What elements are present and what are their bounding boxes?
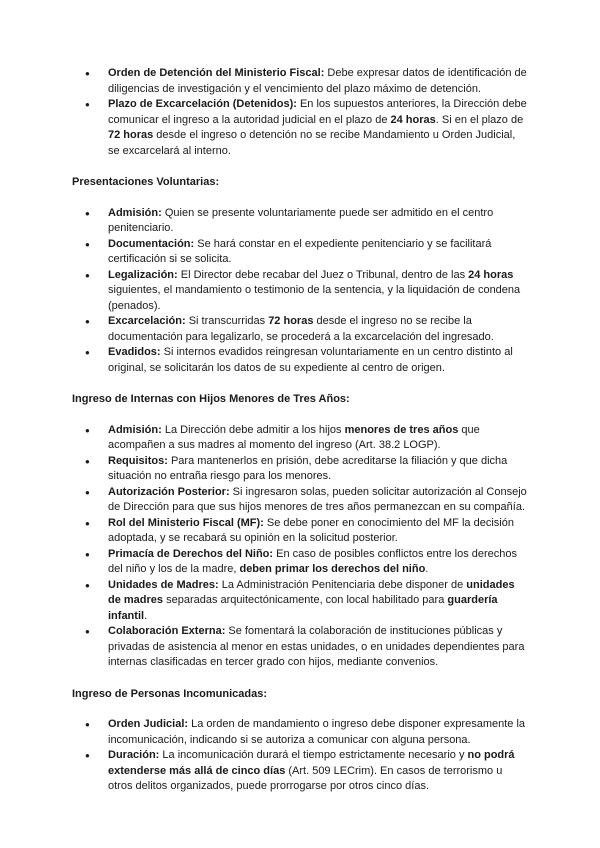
item-text: desde el ingreso no se recibe la documentación para legalizarlo, se procederá a la excarcelación del ingresado. <box>108 315 494 343</box>
spacer <box>72 191 528 206</box>
item-text: Si internos evadidos reingresan voluntariamente en un centro distinto al original, se solicitarán los datos de su expediente al centro de origen. <box>108 346 513 374</box>
list-item <box>72 624 528 671</box>
list-item <box>72 206 528 237</box>
list-item <box>72 547 528 578</box>
bullet-list <box>72 66 528 159</box>
list-item <box>72 454 528 485</box>
section-heading: Ingreso de Personas Incomunicadas: <box>72 687 268 700</box>
item-text: que acompañen a sus madres al momento del ingreso (Art. 38.2 LOGP). <box>108 423 480 451</box>
item-label: Legalización: <box>108 268 178 281</box>
item-text: Quien se presente voluntariamente puede ser admitido en el centro penitenciario. <box>108 206 494 234</box>
spacer <box>72 408 528 423</box>
item-text: La Dirección debe admitir a los hijos <box>161 423 345 436</box>
emphasis-text: 24 horas <box>468 268 514 281</box>
list-item <box>72 485 528 516</box>
item-label: Requisitos: <box>108 454 168 467</box>
spacer <box>72 702 528 717</box>
item-text: Se hará constar en el expediente penitenciario y se facilitará certificación si se solicita. <box>108 237 492 265</box>
item-text: siguientes, el mandamiento o testimonio de la sentencia, y la liquidación de condena (penados). <box>108 284 521 312</box>
emphasis-text: no podrá extenderse más allá de cinco días <box>108 749 515 777</box>
list-item <box>72 717 528 748</box>
list-item <box>72 237 528 268</box>
emphasis-text: guardería infantil <box>108 594 498 622</box>
list-item <box>72 314 528 345</box>
item-label: Admisión: <box>108 423 162 436</box>
list-item <box>72 66 528 97</box>
list-item <box>72 97 528 159</box>
bullet-list <box>72 206 528 377</box>
spacer <box>72 376 528 392</box>
item-text: En caso de posibles conflictos entre los derechos del niño y los de la madre, <box>108 547 518 575</box>
item-label: Unidades de Madres: <box>108 578 219 591</box>
section-heading: Presentaciones Voluntarias: <box>72 176 220 188</box>
list-item <box>72 748 528 795</box>
section-heading: Ingreso de Internas con Hijos Menores de Tres Años: <box>72 393 350 405</box>
item-label: Admisión: <box>108 206 162 219</box>
list-item <box>72 423 528 454</box>
item-text: Debe expresar datos de identificación de diligencias de investigación y el vencimiento del plazo máximo de detención. <box>108 67 527 95</box>
list-item <box>72 516 528 547</box>
item-text: Si transcurridas <box>185 315 269 327</box>
item-text: La incomunicación durará el tiempo estrictamente necesario y <box>159 749 468 761</box>
item-text: En los supuestos anteriores, la Dirección debe comunicar el ingreso a la autoridad judicial en el plazo de <box>108 98 527 126</box>
item-text: La orden de mandamiento o ingreso debe disponer expresamente la incomunicación, indicando si se autoriza a comunicar con alguna persona. <box>108 718 526 746</box>
list-item <box>72 268 528 315</box>
item-text: . Si en el plazo de <box>435 113 524 126</box>
item-label: Primacía de Derechos del Niño: <box>108 547 274 560</box>
item-label: Plazo de Excarcelación (Detenidos): <box>108 98 297 110</box>
emphasis-text: menores de tres años <box>344 423 459 436</box>
list-item <box>72 578 528 625</box>
item-label: Documentación: <box>108 237 195 250</box>
item-text: Se debe poner en conocimiento del MF la decisión adoptada, y se recabará su opinión en la solicitud posterior. <box>108 516 514 544</box>
document-content <box>72 66 528 795</box>
list-item <box>72 345 528 376</box>
item-label: Excarcelación: <box>108 315 186 327</box>
item-text: Se fomentará la colaboración de instituciones públicas y privadas de asistencia al menor en estas unidades, o en unidades dependientes para internas clasificadas en tercer grado con hijos, mediante convenios. <box>108 625 525 668</box>
item-label: Rol del Ministerio Fiscal (MF): <box>108 516 264 529</box>
emphasis-text: 72 horas <box>268 315 314 327</box>
item-text: Para mantenerlos en prisión, debe acreditarse la filiación y que dicha situación no entraña riesgo para los menores. <box>108 454 508 482</box>
item-label: Orden de Detención del Ministerio Fiscal: <box>108 67 325 79</box>
item-text: desde el ingreso o detención no se recibe Mandamiento u Orden Judicial, se excarcelará al interno. <box>108 129 516 157</box>
item-label: Duración: <box>108 749 160 761</box>
item-label: Evadidos: <box>108 346 161 358</box>
emphasis-text: 72 horas <box>108 129 154 141</box>
spacer <box>72 671 528 687</box>
bullet-list <box>72 423 528 671</box>
emphasis-text: deben primar los derechos del niño <box>239 563 426 575</box>
item-text: (Art. 509 LECrim). En casos de terrorismo u otros delitos organizados, puede prorrogarse por otros cinco días. <box>108 764 503 792</box>
item-label: Orden Judicial: <box>108 718 189 730</box>
bullet-list <box>72 717 528 795</box>
item-text: . <box>425 563 429 575</box>
item-text: . <box>144 609 148 622</box>
item-label: Autorización Posterior: <box>108 485 230 498</box>
item-label: Colaboración Externa: <box>108 625 226 637</box>
item-text: La Administración Penitenciaria debe disponer de <box>218 578 467 591</box>
item-text: El Director debe recabar del Juez o Tribunal, dentro de las <box>177 268 469 281</box>
item-text: Si ingresaron solas, pueden solicitar autorización al Consejo de Dirección para que sus hijos menores de tres años permanezcan en su compañía. <box>108 485 527 513</box>
item-text: separadas arquitectónicamente, con local habilitado para <box>163 594 448 606</box>
emphasis-text: 24 horas <box>390 113 436 126</box>
emphasis-text: unidades de madres <box>108 578 515 606</box>
spacer <box>72 159 528 175</box>
